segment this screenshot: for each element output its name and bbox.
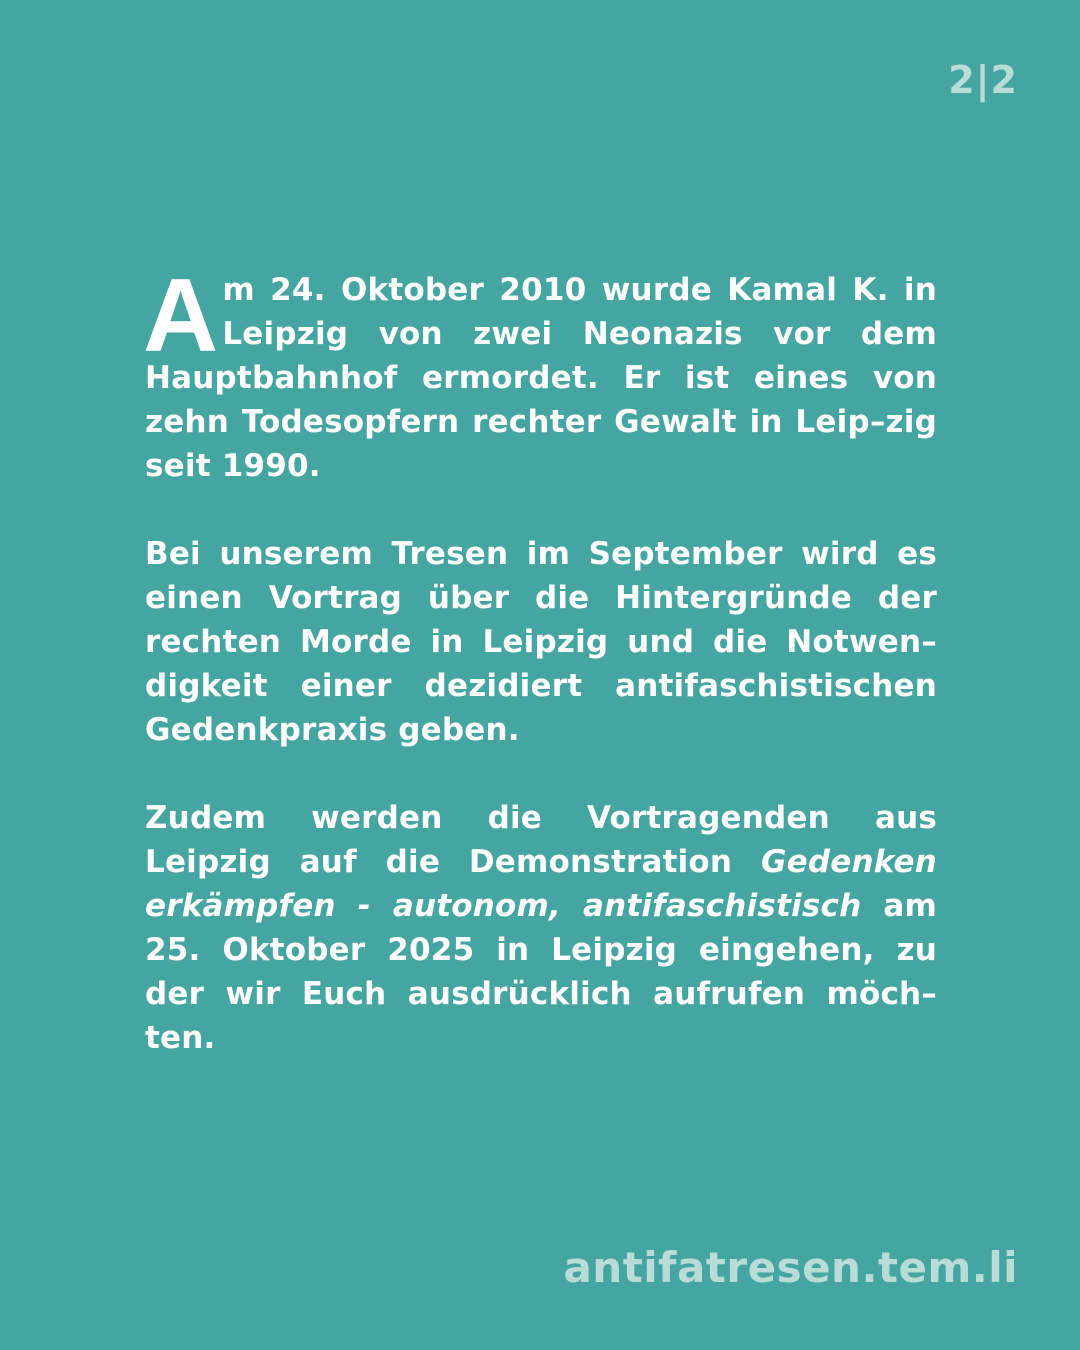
article-body	[143, 258, 937, 1104]
dropcap-letter: A	[143, 258, 219, 374]
paragraph-demo-text-after: am 25. Oktober 2025 in Leipzig eingehen, zu der wir Euch ausdrücklich aufrufen möch–ten.	[145, 888, 937, 1056]
paragraph-demo-text-before: Zudem werden die Vortragenden aus Leipzig auf die Demonstration	[145, 800, 937, 880]
paragraph-intro	[143, 258, 937, 488]
paragraph-lecture	[145, 532, 937, 752]
paragraph-lecture-text: Bei unserem Tresen im September wird es einen Vortrag über die Hintergründe der rechten Morde in Leipzig und die Notwen–digkeit einer dezidiert antifaschistischen Gedenkpraxis geben.	[145, 536, 937, 748]
paragraph-demonstration	[145, 796, 937, 1060]
page-counter: 2|2	[948, 58, 1018, 102]
website-url[interactable]: antifatresen.tem.li	[563, 1243, 1018, 1292]
paragraph-intro-text: m 24. Oktober 2010 wurde Kamal K. in Leipzig von zwei Neonazis vor dem Hauptbahnhof ermordet. Er ist eines von zehn Todesopfern rechter Gewalt in Leip–zig seit 1990.	[145, 272, 937, 484]
demonstration-title: Gedenken erkämpfen - autonom, antifaschistisch	[145, 844, 937, 924]
